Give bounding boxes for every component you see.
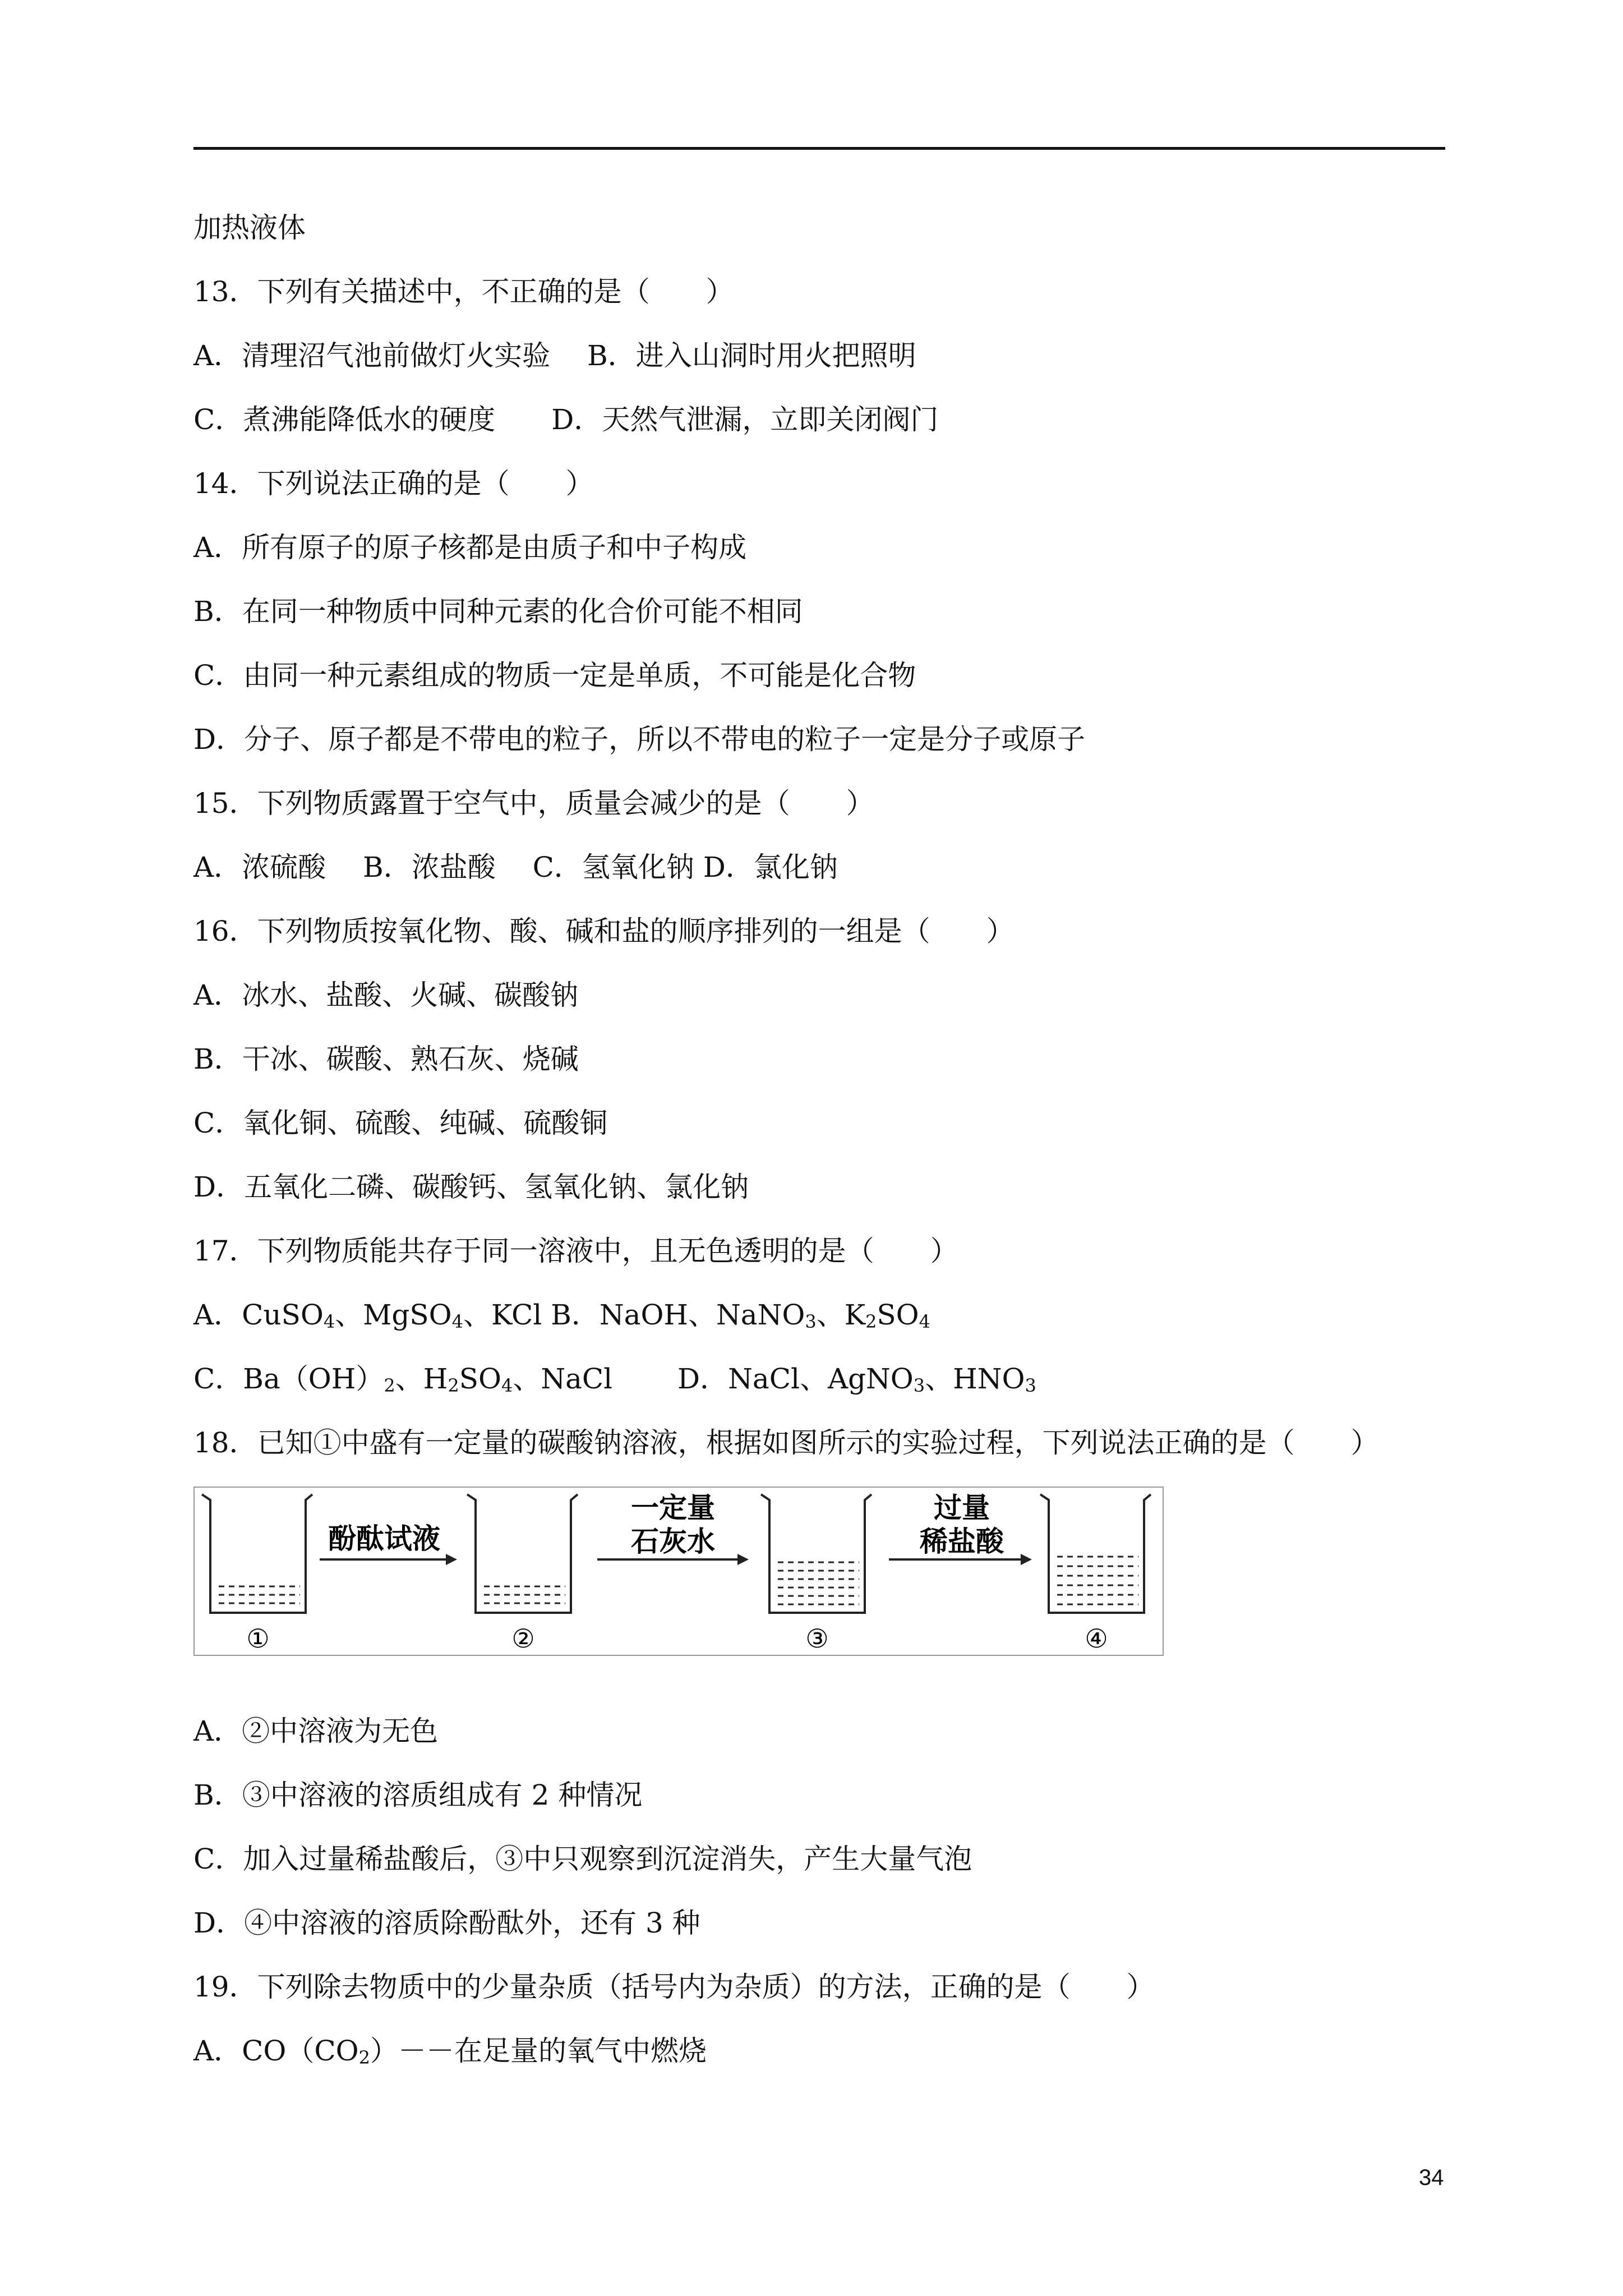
q16-option-d: D．五氧化二磷、碳酸钙、氢氧化钠、氯化钠 [193,1171,749,1203]
q17-b-sub2: 2 [865,1311,877,1332]
q17-b-text2: SO [877,1299,919,1331]
q17-c-text4: 、NaCl D．NaCl、AgNO [513,1363,914,1395]
q19-a-text1: A．CO（CO [193,2035,359,2067]
q14-option-a: A．所有原子的原子核都是由质子和中子构成 [193,531,747,564]
arrow-2-label-top: 一定量 [631,1492,715,1524]
q17-d-sub2: 3 [1025,1375,1036,1396]
q17-d-text1: 、HNO [925,1363,1025,1395]
q17-c-sub3: 4 [501,1375,513,1396]
beaker-label-2: ② [511,1623,535,1654]
q13-options-ab: A．清理沼气池前做灯火实验 B．进入山洞时用火把照明 [193,339,916,372]
arrow-3-label-top: 过量 [934,1492,990,1524]
q14-stem: 14．下列说法正确的是（ ） [193,467,594,500]
q18-option-b: B．③中溶液的溶质组成有 2 种情况 [193,1779,643,1811]
q17-options-cd [193,1362,1036,1396]
arrow-3-label-bottom: 稀盐酸 [920,1525,1004,1558]
q14-option-d: D．分子、原子都是不带电的粒子，所以不带电的粒子一定是分子或原子 [193,723,1086,756]
arrow-1 [320,1554,457,1565]
q13-stem: 13．下列有关描述中，不正确的是（ ） [193,275,734,308]
q15-stem: 15．下列物质露置于空气中，质量会减少的是（ ） [193,787,874,820]
q17-a-sub2: 4 [451,1311,463,1332]
q18-option-c: C．加入过量稀盐酸后，③中只观察到沉淀消失，产生大量气泡 [193,1843,972,1875]
q16-option-b: B．干冰、碳酸、熟石灰、烧碱 [193,1043,579,1075]
q18-stem: 18．已知①中盛有一定量的碳酸钠溶液，根据如图所示的实验过程，下列说法正确的是（ ） [193,1427,1379,1459]
q18-option-d: D．④中溶液的溶质除酚酞外，还有 3 种 [193,1907,700,1939]
q19-option-a [193,2034,707,2068]
beaker-label-3: ③ [805,1623,829,1654]
beaker-2 [467,1494,578,1613]
q17-c-text3: SO [459,1363,501,1395]
q17-b-sub3: 4 [919,1311,931,1332]
q14-option-c: C．由同一种元素组成的物质一定是单质，不可能是化合物 [193,659,916,692]
q16-option-c: C．氧化铜、硫酸、纯碱、硫酸铜 [193,1107,608,1139]
q18-option-a: A．②中溶液为无色 [193,1715,439,1747]
q15-options: A．浓硫酸 B．浓盐酸 C．氢氧化钠 D．氯化钠 [193,851,838,884]
q17-c-text1: C．Ba（OH） [193,1363,384,1395]
q19-a-sub: 2 [358,2047,370,2068]
beaker-3 [761,1494,872,1613]
q17-b-sub1: 3 [805,1311,817,1332]
q17-a-text2: 、MgSO [335,1299,452,1331]
q19-stem: 19．下列除去物质中的少量杂质（括号内为杂质）的方法，正确的是（ ） [193,1971,1155,2003]
q17-d-sub1: 3 [913,1375,925,1396]
q17-options-ab [193,1298,930,1332]
q17-a-sub1: 4 [323,1311,335,1332]
page-number: 34 [1419,2165,1444,2190]
beaker-4 [1040,1494,1151,1613]
arrow-1-label: 酚酞试液 [328,1522,440,1555]
beaker-label-4: ④ [1085,1623,1108,1654]
q18-experiment-figure [193,1487,1164,1656]
beaker-label-1: ① [246,1623,270,1654]
q16-stem: 16．下列物质按氧化物、酸、碱和盐的顺序排列的一组是（ ） [193,915,1015,947]
q17-c-sub2: 2 [448,1375,459,1396]
beaker-1 [202,1494,312,1613]
q13-options-cd: C．煮沸能降低水的硬度 D．天然气泄漏，立即关闭阀门 [193,403,939,436]
arrow-2-label-bottom: 石灰水 [631,1525,715,1558]
q17-c-sub1: 2 [384,1375,395,1396]
q17-a-text1: A．CuSO [193,1299,324,1331]
q17-stem: 17．下列物质能共存于同一溶液中，且无色透明的是（ ） [193,1235,958,1267]
carryover-text: 加热液体 [193,211,306,244]
q17-a-text3: 、KCl B．NaOH、NaNO [463,1299,805,1331]
q17-b-text1: 、K [816,1299,866,1331]
q14-option-b: B．在同一种物质中同种元素的化合价可能不相同 [193,595,803,628]
q16-option-a: A．冰水、盐酸、火碱、碳酸钠 [193,979,579,1011]
q17-c-text2: 、H [395,1363,448,1395]
header-rule [193,147,1445,150]
q19-a-text2: ）－－在足量的氧气中燃烧 [370,2035,707,2067]
